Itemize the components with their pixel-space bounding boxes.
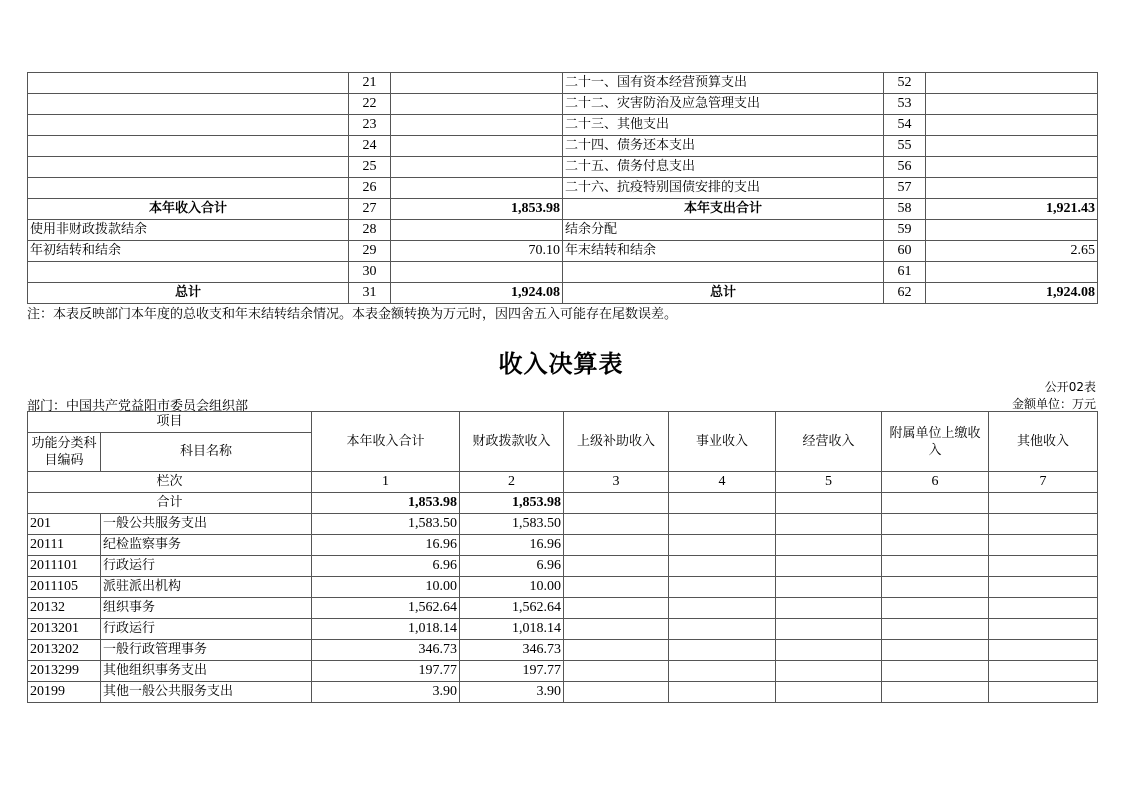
income-value <box>776 619 882 640</box>
income-value: 197.77 <box>460 661 564 682</box>
income-table-body <box>28 493 1098 703</box>
left-line-number: 31 <box>349 283 391 304</box>
income-value <box>776 661 882 682</box>
income-value: 6.96 <box>312 556 460 577</box>
income-value <box>882 661 989 682</box>
lanci-1: 1 <box>312 472 460 493</box>
income-value: 16.96 <box>460 535 564 556</box>
income-value: 1,583.50 <box>460 514 564 535</box>
income-value <box>989 682 1098 703</box>
subject-name: 一般行政管理事务 <box>101 640 312 661</box>
right-item-label: 年末结转和结余 <box>563 241 884 262</box>
table-row <box>28 682 1098 703</box>
right-line-number: 61 <box>884 262 926 283</box>
income-value <box>669 577 776 598</box>
summary-row <box>28 241 1098 262</box>
right-amount <box>926 178 1098 199</box>
income-value <box>882 577 989 598</box>
income-value <box>669 661 776 682</box>
income-value <box>882 514 989 535</box>
right-amount: 1,921.43 <box>926 199 1098 220</box>
income-value: 10.00 <box>312 577 460 598</box>
income-value: 1,018.14 <box>312 619 460 640</box>
function-code: 20111 <box>28 535 101 556</box>
summary-table-body <box>28 73 1098 304</box>
summary-row <box>28 94 1098 115</box>
left-item-label <box>28 178 349 199</box>
income-value <box>882 640 989 661</box>
income-value: 346.73 <box>312 640 460 661</box>
subject-name: 其他一般公共服务支出 <box>101 682 312 703</box>
income-final-accounts-table <box>27 411 1098 703</box>
header-col-5: 经营收入 <box>776 412 882 472</box>
income-value <box>564 514 669 535</box>
total-value <box>776 493 882 514</box>
total-value: 1,853.98 <box>460 493 564 514</box>
right-item-label: 二十四、债务还本支出 <box>563 136 884 157</box>
income-value <box>989 640 1098 661</box>
left-amount <box>391 73 563 94</box>
income-value <box>882 556 989 577</box>
right-line-number: 62 <box>884 283 926 304</box>
income-value <box>669 619 776 640</box>
left-amount <box>391 220 563 241</box>
income-value <box>776 514 882 535</box>
table-row <box>28 640 1098 661</box>
lanci-5: 5 <box>776 472 882 493</box>
lanci-label: 栏次 <box>28 472 312 493</box>
right-item-label: 二十三、其他支出 <box>563 115 884 136</box>
subject-name: 一般公共服务支出 <box>101 514 312 535</box>
total-label: 合计 <box>28 493 312 514</box>
right-item-label <box>563 262 884 283</box>
summary-row <box>28 115 1098 136</box>
income-value: 1,583.50 <box>312 514 460 535</box>
income-value <box>882 619 989 640</box>
function-code: 2013202 <box>28 640 101 661</box>
right-item-label: 二十六、抗疫特别国债安排的支出 <box>563 178 884 199</box>
income-value <box>989 661 1098 682</box>
left-line-number: 29 <box>349 241 391 262</box>
right-line-number: 57 <box>884 178 926 199</box>
summary-row <box>28 157 1098 178</box>
left-line-number: 21 <box>349 73 391 94</box>
left-item-label: 本年收入合计 <box>28 199 349 220</box>
summary-row <box>28 220 1098 241</box>
right-line-number: 59 <box>884 220 926 241</box>
left-item-label <box>28 94 349 115</box>
income-value: 197.77 <box>312 661 460 682</box>
table-code: 公开02表 <box>1044 380 1096 394</box>
income-value <box>564 577 669 598</box>
total-value: 1,853.98 <box>312 493 460 514</box>
left-item-label <box>28 73 349 94</box>
income-value <box>989 535 1098 556</box>
right-amount <box>926 73 1098 94</box>
right-line-number: 56 <box>884 157 926 178</box>
right-amount: 1,924.08 <box>926 283 1098 304</box>
left-amount: 1,853.98 <box>391 199 563 220</box>
header-col-2: 财政拨款收入 <box>460 412 564 472</box>
income-value <box>564 619 669 640</box>
right-amount <box>926 136 1098 157</box>
right-amount: 2.65 <box>926 241 1098 262</box>
income-value <box>882 682 989 703</box>
left-item-label: 使用非财政拨款结余 <box>28 220 349 241</box>
function-code: 2013201 <box>28 619 101 640</box>
income-value <box>989 619 1098 640</box>
header-col-1: 本年收入合计 <box>312 412 460 472</box>
left-item-label <box>28 115 349 136</box>
header-col-3: 上级补助收入 <box>564 412 669 472</box>
left-line-number: 22 <box>349 94 391 115</box>
function-code: 20199 <box>28 682 101 703</box>
right-item-label: 本年支出合计 <box>563 199 884 220</box>
left-amount: 1,924.08 <box>391 283 563 304</box>
table-note: 注：本表反映部门本年度的总收支和年末结转结余情况。本表金额转换为万元时，因四舍五入可能存在尾数误差。 <box>27 307 678 322</box>
income-value: 1,018.14 <box>460 619 564 640</box>
right-line-number: 53 <box>884 94 926 115</box>
left-item-label <box>28 262 349 283</box>
right-line-number: 52 <box>884 73 926 94</box>
income-value <box>669 682 776 703</box>
left-item-label: 年初结转和结余 <box>28 241 349 262</box>
left-line-number: 25 <box>349 157 391 178</box>
left-amount <box>391 262 563 283</box>
right-item-label: 二十五、债务付息支出 <box>563 157 884 178</box>
table-row <box>28 598 1098 619</box>
page-title: 收入决算表 <box>498 350 624 378</box>
lanci-7: 7 <box>989 472 1098 493</box>
income-value <box>669 598 776 619</box>
right-amount <box>926 115 1098 136</box>
income-value <box>989 556 1098 577</box>
table-row <box>28 577 1098 598</box>
income-value <box>776 598 882 619</box>
function-code: 2011101 <box>28 556 101 577</box>
revenue-expenditure-summary-table <box>27 72 1098 304</box>
income-value <box>989 598 1098 619</box>
income-value <box>564 535 669 556</box>
income-table-header <box>28 412 1098 493</box>
income-value <box>564 556 669 577</box>
right-amount <box>926 262 1098 283</box>
lanci-2: 2 <box>460 472 564 493</box>
left-item-label <box>28 157 349 178</box>
lanci-6: 6 <box>882 472 989 493</box>
left-item-label <box>28 136 349 157</box>
income-value <box>564 598 669 619</box>
right-line-number: 58 <box>884 199 926 220</box>
subject-name: 其他组织事务支出 <box>101 661 312 682</box>
income-value: 1,562.64 <box>460 598 564 619</box>
subject-name: 纪检监察事务 <box>101 535 312 556</box>
income-value <box>669 640 776 661</box>
income-value <box>564 682 669 703</box>
income-value <box>564 661 669 682</box>
header-col-7: 其他收入 <box>989 412 1098 472</box>
header-subject-name: 科目名称 <box>101 433 312 472</box>
income-value <box>776 577 882 598</box>
subject-name: 派驻派出机构 <box>101 577 312 598</box>
income-value <box>776 556 882 577</box>
header-func-code: 功能分类科目编码 <box>28 433 101 472</box>
right-item-label: 结余分配 <box>563 220 884 241</box>
header-col-6: 附属单位上缴收入 <box>882 412 989 472</box>
left-line-number: 28 <box>349 220 391 241</box>
summary-row <box>28 178 1098 199</box>
summary-row <box>28 136 1098 157</box>
income-value <box>564 640 669 661</box>
unit-label: 金额单位：万元 <box>1011 397 1096 411</box>
header-project: 项目 <box>28 412 312 433</box>
total-value <box>989 493 1098 514</box>
income-value <box>669 514 776 535</box>
function-code: 201 <box>28 514 101 535</box>
income-value <box>669 535 776 556</box>
header-col-4: 事业收入 <box>669 412 776 472</box>
right-item-label: 二十二、灾害防治及应急管理支出 <box>563 94 884 115</box>
right-line-number: 55 <box>884 136 926 157</box>
right-amount <box>926 157 1098 178</box>
table-row <box>28 535 1098 556</box>
left-line-number: 30 <box>349 262 391 283</box>
income-value <box>669 556 776 577</box>
left-amount <box>391 94 563 115</box>
subject-name: 组织事务 <box>101 598 312 619</box>
income-value: 6.96 <box>460 556 564 577</box>
right-item-label: 总计 <box>563 283 884 304</box>
total-value <box>882 493 989 514</box>
right-line-number: 54 <box>884 115 926 136</box>
income-value: 3.90 <box>312 682 460 703</box>
left-line-number: 23 <box>349 115 391 136</box>
left-item-label: 总计 <box>28 283 349 304</box>
income-value <box>776 535 882 556</box>
function-code: 20132 <box>28 598 101 619</box>
left-amount <box>391 178 563 199</box>
income-value: 10.00 <box>460 577 564 598</box>
income-value <box>776 640 882 661</box>
lanci-3: 3 <box>564 472 669 493</box>
subject-name: 行政运行 <box>101 556 312 577</box>
income-value: 1,562.64 <box>312 598 460 619</box>
income-value <box>989 577 1098 598</box>
income-value <box>882 598 989 619</box>
summary-row <box>28 73 1098 94</box>
income-value: 16.96 <box>312 535 460 556</box>
income-value <box>989 514 1098 535</box>
right-amount <box>926 94 1098 115</box>
left-line-number: 24 <box>349 136 391 157</box>
income-value <box>882 535 989 556</box>
function-code: 2011105 <box>28 577 101 598</box>
table-row <box>28 514 1098 535</box>
lanci-4: 4 <box>669 472 776 493</box>
right-line-number: 60 <box>884 241 926 262</box>
income-value: 346.73 <box>460 640 564 661</box>
left-amount <box>391 115 563 136</box>
income-value: 3.90 <box>460 682 564 703</box>
left-amount: 70.10 <box>391 241 563 262</box>
table-row <box>28 556 1098 577</box>
summary-row <box>28 199 1098 220</box>
function-code: 2013299 <box>28 661 101 682</box>
income-value <box>776 682 882 703</box>
summary-row <box>28 262 1098 283</box>
left-line-number: 26 <box>349 178 391 199</box>
department-label: 部门：中国共产党益阳市委员会组织部 <box>27 399 249 414</box>
right-item-label: 二十一、国有资本经营预算支出 <box>563 73 884 94</box>
summary-row <box>28 283 1098 304</box>
table-row <box>28 619 1098 640</box>
left-amount <box>391 136 563 157</box>
total-row <box>28 493 1098 514</box>
left-line-number: 27 <box>349 199 391 220</box>
left-amount <box>391 157 563 178</box>
subject-name: 行政运行 <box>101 619 312 640</box>
total-value <box>564 493 669 514</box>
table-row <box>28 661 1098 682</box>
right-amount <box>926 220 1098 241</box>
total-value <box>669 493 776 514</box>
